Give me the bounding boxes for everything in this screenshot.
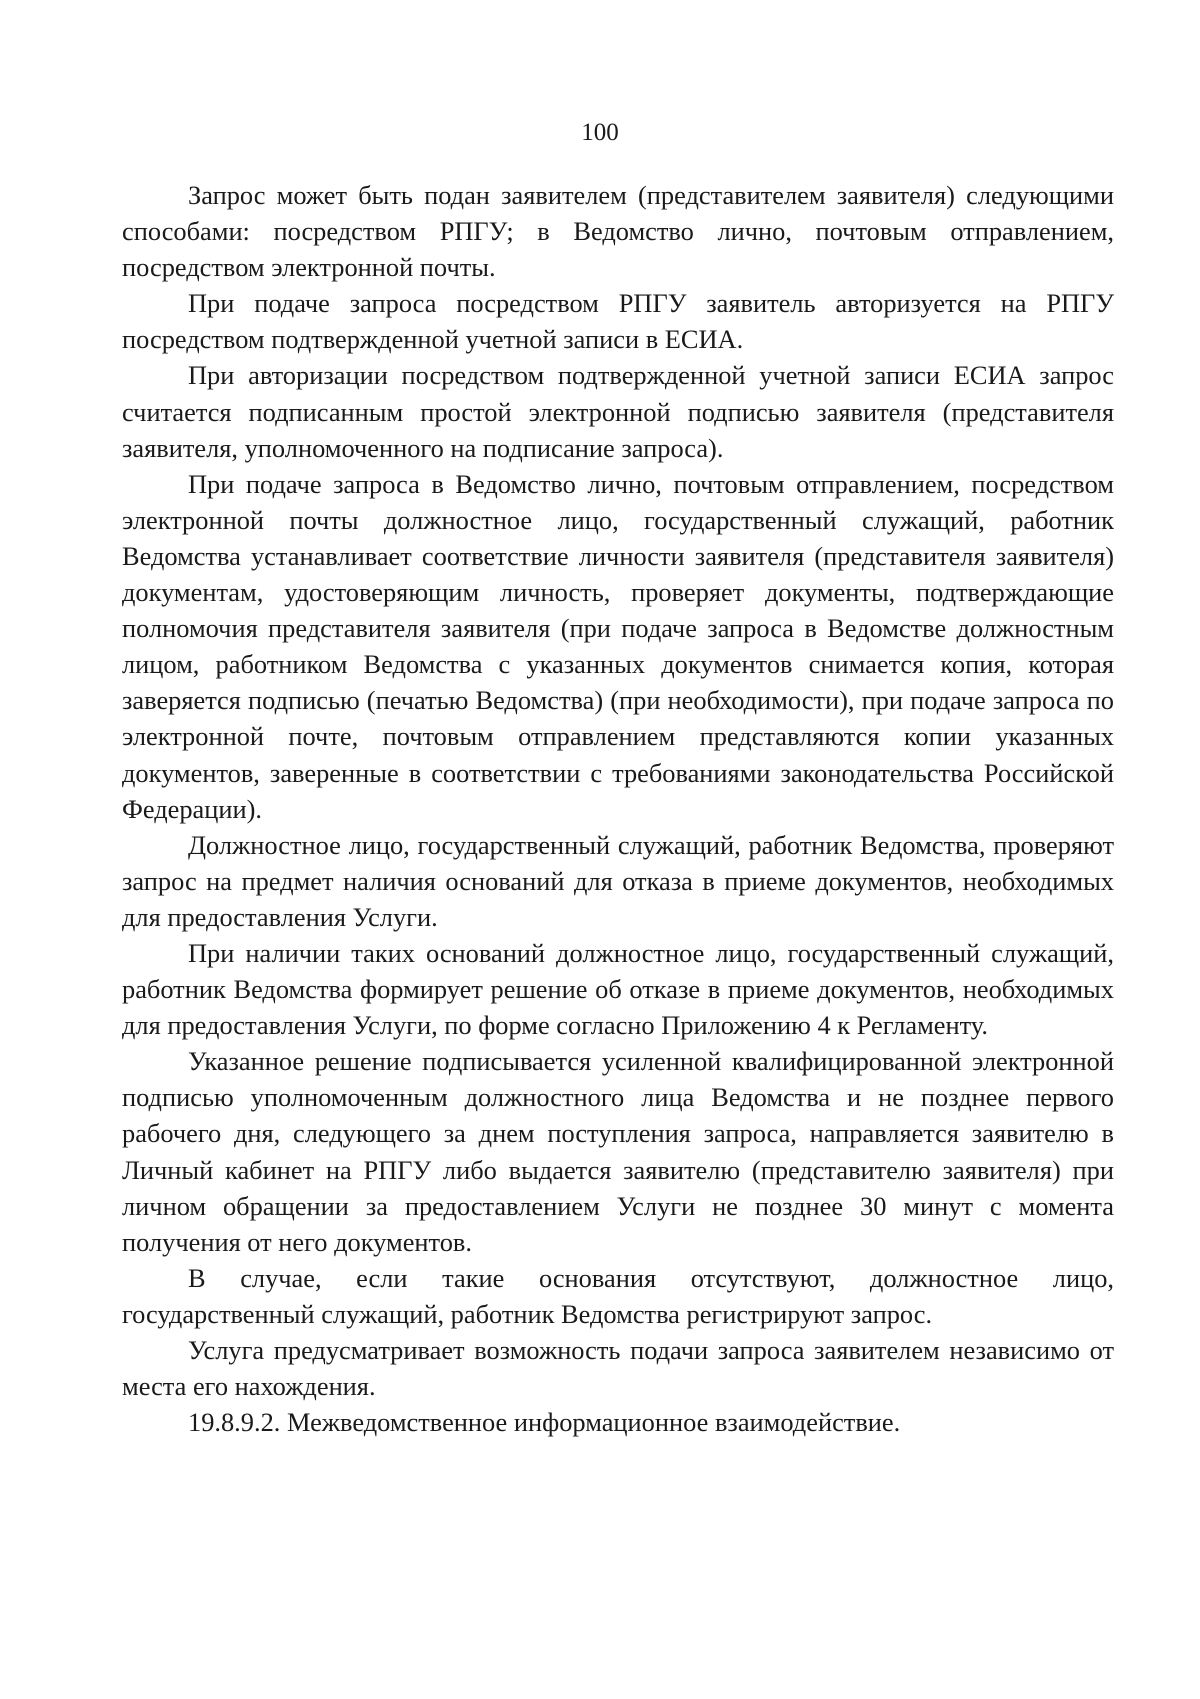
paragraph-in-person-submission: При подаче запроса в Ведомство лично, почтовым отправлением, посредством электронной почты должностное лицо, государственный служащий, работник Ведомства устанавливает соответствие личности заявителя (представителя заявителя) документам, удостоверяющим личность, проверяет документы, подтверждающие полномочия представителя заявителя (при подаче запроса в Ведомстве должностным лицом, работником Ведомства с указанных документов снимается копия, которая заверяется подписью (печатью Ведомства) (при необходимости), при подаче запроса по электронной почте, почтовым отправлением представляются копии указанных документов, заверенные в соответствии с требованиями законодательства Российской Федерации). [122,468,1114,824]
paragraph-refusal-decision: При наличии таких оснований должностное лицо, государственный служащий, работник Ведомства формирует решение об отказе в приеме документов, необходимых для предоставления Услуги, по форме согласно Приложению 4 к Регламенту. [122,937,1114,1041]
paragraph-rpgu-authorization: При подаче запроса посредством РПГУ заявитель авторизуется на РПГУ посредством подтвержденной учетной записи в ЕСИА. [122,288,1114,355]
paragraph-registration: В случае, если такие основания отсутствуют, должностное лицо, государственный служащий, работник Ведомства регистрируют запрос. [122,1262,1114,1329]
paragraph-esia-signature: При авторизации посредством подтвержденной учетной записи ЕСИА запрос считается подписанным простой электронной подписью заявителя (представителя заявителя, уполномоченного на подписание запроса). [122,360,1114,463]
paragraph-request-check: Должностное лицо, государственный служащий, работник Ведомства, проверяют запрос на предмет наличия оснований для отказа в приеме документов, необходимых для предоставления Услуги. [122,829,1114,932]
page-number: 100 [581,119,619,146]
paragraph-extraterritorial: Услуга предусматривает возможность подачи запроса заявителем независимо от места его нахождения. [122,1335,1114,1402]
paragraph-decision-signing: Указанное решение подписывается усиленной квалифицированной электронной подписью уполномоченным должностного лица Ведомства и не позднее первого рабочего дня, следующего за днем поступления запроса, направляется заявителю в Личный кабинет на РПГУ либо выдается заявителю (представителю заявителя) при личном обращении за предоставлением Услуги не позднее 30 минут с момента получения от него документов. [122,1046,1114,1257]
paragraph-submission-methods: Запрос может быть подан заявителем (представителем заявителя) следующими способами: посредством РПГУ; в Ведомство лично, почтовым отправлением, посредством электронной почты. [122,180,1114,283]
section-heading-interagency: 19.8.9.2. Межведомственное информационное взаимодействие. [188,1407,901,1438]
document-body [122,177,1114,1440]
